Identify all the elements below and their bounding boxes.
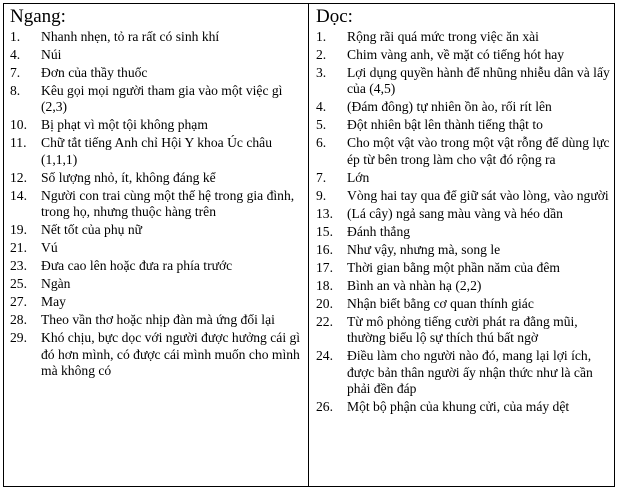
- clue-text: Vòng hai tay qua để giữ sát vào lòng, vào người: [347, 187, 609, 203]
- clue-text: Ngàn: [41, 276, 71, 292]
- crossword-clue-table: [3, 3, 615, 487]
- clue-item: [10, 240, 304, 256]
- clue-text: Điều làm cho người nào đó, mang lại lợi ích, được bản thân người ấy nhận thức như là cần phải đền đáp: [347, 348, 593, 397]
- clue-item: [316, 65, 610, 98]
- clue-item: [316, 348, 610, 397]
- clue-number: 29.: [10, 330, 27, 346]
- clue-item: [10, 83, 304, 116]
- clue-number: 6.: [316, 135, 327, 151]
- clue-item: [10, 188, 304, 221]
- clue-item: [316, 170, 610, 186]
- clue-text: (Đám đông) tự nhiên ồn ào, rối rít lên: [347, 99, 552, 115]
- clue-number: 9.: [316, 187, 327, 203]
- clue-number: 18.: [316, 277, 333, 293]
- clue-item: [316, 314, 610, 347]
- clue-text: Nhanh nhẹn, tỏ ra rất có sinh khí: [41, 29, 220, 44]
- clue-number: 7.: [10, 65, 21, 80]
- clue-text: Như vậy, nhưng mà, song le: [347, 241, 501, 257]
- clue-text: Đưa cao lên hoặc đưa ra phía trước: [41, 258, 233, 274]
- across-column: [4, 4, 309, 486]
- clue-text: Người con trai cùng một thế hệ trong gia đình, trong họ, nhưng thuộc hàng trên: [41, 187, 295, 220]
- clue-number: 13.: [316, 205, 333, 221]
- clue-text: (Lá cây) ngả sang màu vàng và héo dần: [347, 205, 563, 221]
- clue-item: [316, 99, 610, 115]
- clue-text: Bị phạt vì một tội không phạm: [41, 117, 208, 133]
- down-clue-list: [316, 29, 610, 415]
- clue-number: 16.: [316, 241, 333, 257]
- clue-item: [10, 294, 304, 310]
- clue-item: [10, 258, 304, 274]
- clue-text: Chữ tắt tiếng Anh chỉ Hội Y khoa Úc châu (1,1,1): [41, 135, 272, 167]
- clue-number: 3.: [316, 65, 327, 80]
- clue-item: [316, 260, 610, 276]
- clue-number: 19.: [10, 222, 27, 238]
- clue-text: Theo vần thơ hoặc nhịp đàn mà ứng đối lại: [41, 312, 275, 328]
- clue-number: 21.: [10, 240, 27, 256]
- clue-item: [316, 399, 610, 415]
- clue-item: [316, 242, 610, 258]
- clue-item: [316, 206, 610, 222]
- clue-number: 1.: [10, 29, 21, 44]
- across-clue-list: [10, 29, 304, 379]
- clue-item: [316, 188, 610, 204]
- clue-number: 25.: [10, 276, 27, 292]
- clue-item: [10, 276, 304, 292]
- clue-number: 22.: [316, 313, 333, 329]
- clue-number: 12.: [10, 169, 27, 185]
- clue-item: [316, 296, 610, 312]
- clue-item: [316, 47, 610, 63]
- clue-item: [316, 29, 610, 45]
- clue-text: Bình an và nhàn hạ (2,2): [347, 277, 482, 293]
- clue-number: 11.: [10, 135, 27, 151]
- clue-text: Nhận biết bằng cơ quan thính giác: [347, 295, 534, 311]
- down-heading: Dọc:: [316, 6, 353, 27]
- clue-number: 28.: [10, 312, 27, 328]
- clue-number: 7.: [316, 169, 327, 185]
- clue-text: Chim vàng anh, về mặt có tiếng hót hay: [347, 47, 565, 62]
- clue-item: [10, 222, 304, 238]
- clue-text: Khó chịu, bực dọc với người được hưởng cái gì đó hơn mình, có được cái mình muốn cho mình mà không có: [41, 330, 301, 379]
- clue-item: [10, 29, 304, 45]
- clue-number: 17.: [316, 259, 333, 275]
- clue-number: 23.: [10, 258, 27, 274]
- clue-item: [10, 135, 304, 168]
- clue-text: Thời gian bằng một phần năm của đêm: [347, 259, 560, 275]
- clue-number: 1.: [316, 29, 327, 44]
- clue-number: 2.: [316, 47, 327, 62]
- clue-item: [316, 224, 610, 240]
- clue-number: 26.: [316, 399, 333, 415]
- clue-text: Số lượng nhỏ, ít, không đáng kể: [41, 169, 216, 185]
- clue-item: [10, 330, 304, 379]
- down-column: [309, 4, 614, 486]
- clue-text: Một bộ phận của khung cửi, của máy dệt: [347, 399, 570, 415]
- across-heading: Ngang:: [10, 6, 66, 27]
- clue-text: Lợi dụng quyền hành để nhũng nhiễu dân và lấy của (4,5): [347, 65, 610, 97]
- clue-text: Đánh thắng: [347, 223, 411, 239]
- clue-number: 14.: [10, 187, 27, 203]
- clue-number: 10.: [10, 117, 27, 133]
- clue-item: [10, 65, 304, 81]
- clue-text: Đơn của thầy thuốc: [41, 65, 148, 80]
- clue-text: Vú: [41, 240, 58, 256]
- clue-item: [10, 312, 304, 328]
- clue-text: May: [41, 294, 66, 310]
- clue-number: 27.: [10, 294, 27, 310]
- clue-number: 4.: [316, 99, 327, 115]
- clue-number: 15.: [316, 223, 333, 239]
- clue-number: 20.: [316, 295, 333, 311]
- clue-text: Lớn: [347, 169, 370, 185]
- clue-item: [316, 278, 610, 294]
- clue-number: 8.: [10, 83, 21, 98]
- clue-text: Đột nhiên bật lên thành tiếng thật to: [347, 117, 543, 133]
- clue-text: Cho một vật vào trong một vật rỗng để dùng lực ép từ bên trong làm cho vật đó rộng ra: [347, 135, 610, 167]
- clue-item: [316, 135, 610, 168]
- clue-item: [10, 117, 304, 133]
- clue-number: 4.: [10, 47, 21, 62]
- clue-text: Rộng rãi quá mức trong việc ăn xài: [347, 29, 539, 44]
- clue-text: Núi: [41, 47, 62, 62]
- clue-number: 5.: [316, 117, 327, 133]
- clue-item: [316, 117, 610, 133]
- clue-item: [10, 47, 304, 63]
- clue-text: Nết tốt của phụ nữ: [41, 222, 142, 238]
- clue-text: Từ mô phỏng tiếng cười phát ra đằng mũi, thường biểu lộ sự thích thú bất ngờ: [347, 313, 578, 346]
- clue-item: [10, 170, 304, 186]
- clue-text: Kêu gọi mọi người tham gia vào một việc gì (2,3): [41, 83, 283, 115]
- clue-number: 24.: [316, 348, 333, 364]
